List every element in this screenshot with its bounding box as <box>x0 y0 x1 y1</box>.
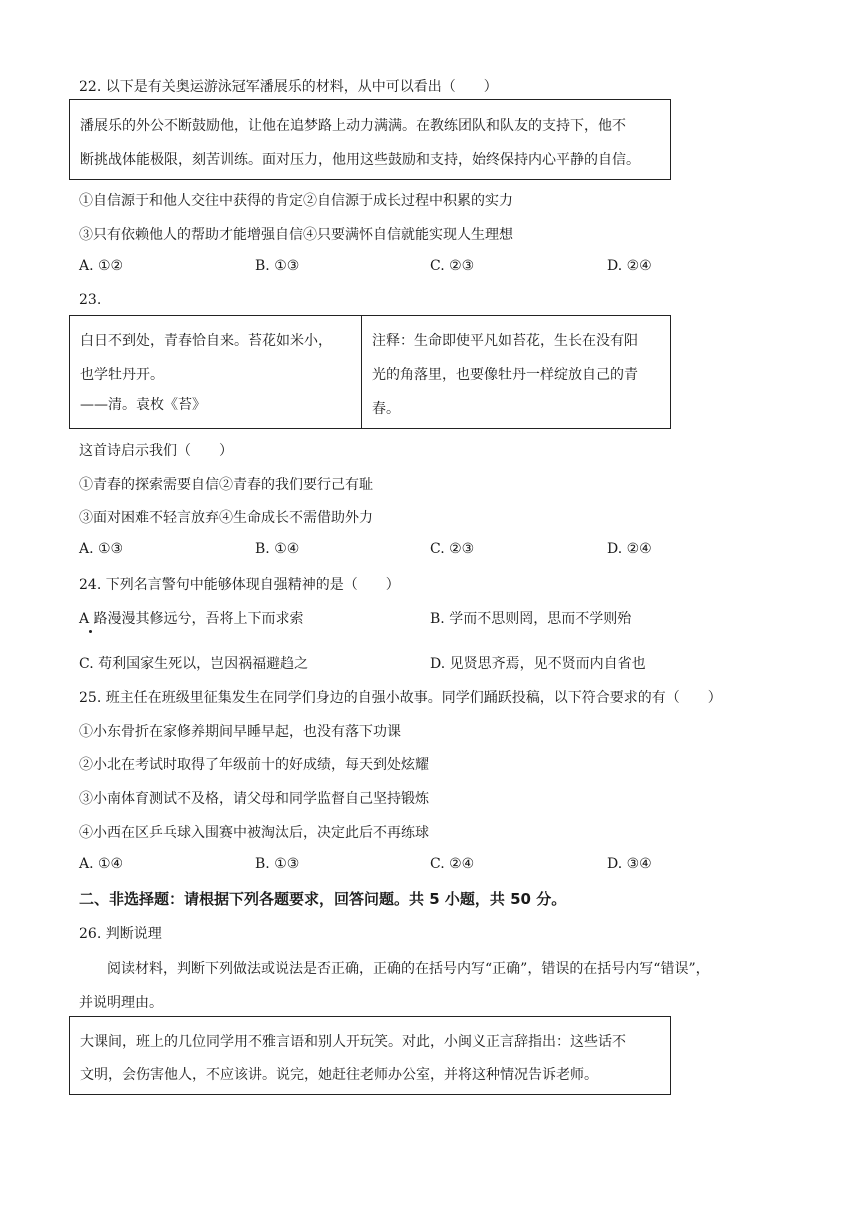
q24-option-c: C. 苟利国家生死以，岂因祸福避趋之 <box>79 656 309 672</box>
q25-stem: 25. 班主任在班级里征集发生在同学们身边的自强小故事。同学们踊跃投稿，以下符合要求的有（ ） <box>79 690 722 706</box>
q22-material-box <box>69 99 671 180</box>
q23-option-a: A. ①③ <box>79 541 124 557</box>
q23-poem-box <box>69 315 362 429</box>
q22-option-d: D. ②④ <box>607 258 652 274</box>
q24-option-b: B. 学而不思则罔，思而不学则殆 <box>430 611 632 627</box>
q26-material-box <box>69 1016 671 1095</box>
q24-option-d: D. 见贤思齐焉，见不贤而内自省也 <box>430 656 646 672</box>
q23-note-line-3: 春。 <box>372 401 400 417</box>
q25-option-b: B. ①③ <box>255 856 300 872</box>
q23-poem-author: ——清。袁枚《苔》 <box>80 397 206 413</box>
q26-material-line-1: 大课间，班上的几位同学用不雅言语和别人开玩笑。对此，小闽义正言辞指出：这些话不 <box>80 1034 626 1050</box>
q22-option-b: B. ①③ <box>255 258 300 274</box>
q23-note-line-1: 注释：生命即使平凡如苔花，生长在没有阳 <box>372 333 638 349</box>
q23-option-b: B. ①④ <box>255 541 300 557</box>
q25-statement-1: ①小东骨折在家修养期间早睡早起，也没有落下功课 <box>79 724 401 740</box>
emphasis-dot <box>89 630 92 633</box>
q23-option-d: D. ②④ <box>607 541 652 557</box>
q22-option-a: A. ①② <box>79 258 124 274</box>
q23-option-c: C. ②③ <box>430 541 475 557</box>
q25-statement-2: ②小北在考试时取得了年级前十的好成绩，每天到处炫耀 <box>79 757 429 773</box>
q23-poem-line-2: 也学牡丹开。 <box>80 367 164 383</box>
q22-stem: 22. 以下是有关奥运游泳冠军潘展乐的材料，从中可以看出（ ） <box>79 79 498 95</box>
q23-stem: 这首诗启示我们（ ） <box>79 443 233 459</box>
q24-stem: 24. 下列名言警句中能够体现自强精神的是（ ） <box>79 577 400 593</box>
q23-note-box <box>361 315 671 429</box>
q26-stem: 26. 判断说理 <box>79 926 162 942</box>
q23-number: 23. <box>79 292 102 308</box>
section-heading: 二、非选择题：请根据下列各题要求，回答问题。共 5 小题，共 50 分。 <box>79 890 567 908</box>
q26-instruction-line-2: 并说明理由。 <box>79 995 163 1011</box>
q26-material-line-2: 文明，会伤害他人，不应该讲。说完，她赶往老师办公室，并将这种情况告诉老师。 <box>80 1067 598 1083</box>
q24-option-a: A 路漫漫其修远兮，吾将上下而求索 <box>79 611 304 627</box>
q25-option-d: D. ③④ <box>607 856 652 872</box>
q22-statement-2: ③只有依赖他人的帮助才能增强自信④只要满怀自信就能实现人生理想 <box>79 227 513 243</box>
q25-statement-4: ④小西在区乒乓球入围赛中被淘汰后，决定此后不再练球 <box>79 825 429 841</box>
q22-material-line-1: 潘展乐的外公不断鼓励他，让他在追梦路上动力满满。在教练团队和队友的支持下，他不 <box>80 118 626 134</box>
q22-statement-1: ①自信源于和他人交往中获得的肯定②自信源于成长过程中积累的实力 <box>79 193 513 209</box>
q23-note-line-2: 光的角落里，也要像牡丹一样绽放自己的青 <box>372 367 638 383</box>
q22-option-c: C. ②③ <box>430 258 475 274</box>
q26-instruction-line-1: 阅读材料，判断下列做法或说法是否正确，正确的在括号内写“正确”，错误的在括号内写“错误”， <box>107 961 710 977</box>
q23-poem-line-1: 白日不到处，青春恰自来。苔花如米小， <box>80 333 332 349</box>
q25-option-c: C. ②④ <box>430 856 475 872</box>
q22-material-line-2: 断挑战体能极限，刻苦训练。面对压力，他用这些鼓励和支持，始终保持内心平静的自信。 <box>80 152 640 168</box>
q23-statement-1: ①青春的探索需要自信②青春的我们要行己有耻 <box>79 477 373 493</box>
q23-statement-2: ③面对困难不轻言放弃④生命成长不需借助外力 <box>79 510 373 526</box>
q25-statement-3: ③小南体育测试不及格，请父母和同学监督自己坚持锻炼 <box>79 791 429 807</box>
q25-option-a: A. ①④ <box>79 856 124 872</box>
